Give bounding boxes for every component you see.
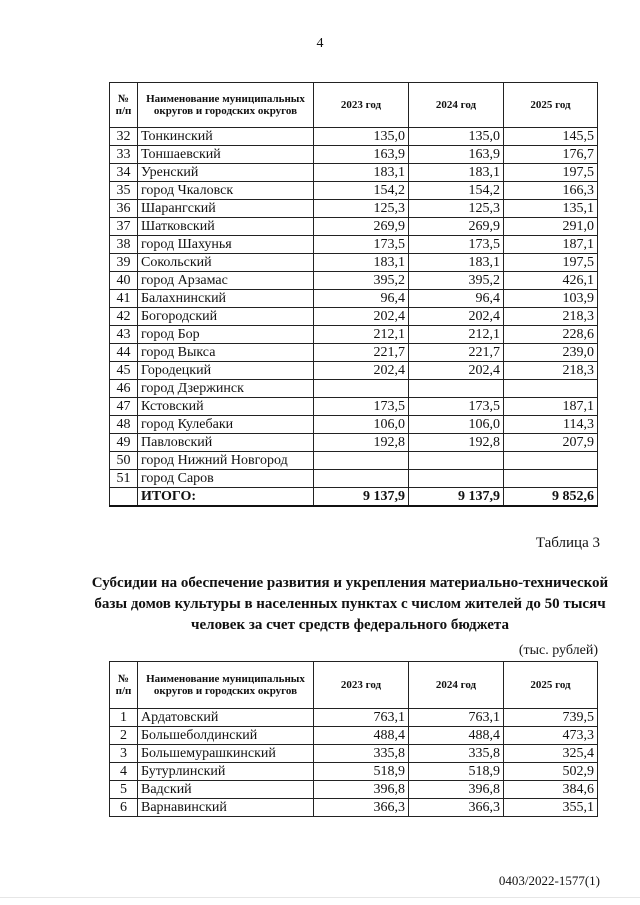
value-2025: 291,0 bbox=[504, 218, 598, 236]
row-num: 5 bbox=[110, 781, 138, 799]
row-name: Вадский bbox=[138, 781, 314, 799]
header-num: № п/п bbox=[110, 662, 138, 709]
total-row bbox=[110, 488, 598, 507]
table-row bbox=[110, 799, 598, 817]
row-name: Павловский bbox=[138, 434, 314, 452]
value-2024: 518,9 bbox=[409, 763, 504, 781]
row-name: город Арзамас bbox=[138, 272, 314, 290]
total-2023: 9 137,9 bbox=[314, 488, 409, 507]
row-name: Ардатовский bbox=[138, 709, 314, 727]
table-row bbox=[110, 200, 598, 218]
header-2025: 2025 год bbox=[504, 83, 598, 128]
row-num: 49 bbox=[110, 434, 138, 452]
value-2024: 163,9 bbox=[409, 146, 504, 164]
total-label: ИТОГО: bbox=[138, 488, 314, 507]
value-2024: 202,4 bbox=[409, 308, 504, 326]
table-row bbox=[110, 308, 598, 326]
subsidy-table-continued bbox=[109, 82, 598, 507]
value-2024: 269,9 bbox=[409, 218, 504, 236]
row-name: город Чкаловск bbox=[138, 182, 314, 200]
table-row bbox=[110, 218, 598, 236]
value-2023: 212,1 bbox=[314, 326, 409, 344]
row-name: Большеболдинский bbox=[138, 727, 314, 745]
row-num: 45 bbox=[110, 362, 138, 380]
value-2023: 125,3 bbox=[314, 200, 409, 218]
row-num: 34 bbox=[110, 164, 138, 182]
header-name: Наименование муниципальных округов и городских округов bbox=[138, 83, 314, 128]
row-num: 43 bbox=[110, 326, 138, 344]
table-row bbox=[110, 470, 598, 488]
row-num: 33 bbox=[110, 146, 138, 164]
table-row bbox=[110, 362, 598, 380]
value-2024 bbox=[409, 452, 504, 470]
row-num: 6 bbox=[110, 799, 138, 817]
value-2023 bbox=[314, 452, 409, 470]
total-num-empty bbox=[110, 488, 138, 507]
total-2025: 9 852,6 bbox=[504, 488, 598, 507]
table-row bbox=[110, 398, 598, 416]
value-2023: 173,5 bbox=[314, 236, 409, 254]
value-2023: 135,0 bbox=[314, 128, 409, 146]
header-2025: 2025 год bbox=[504, 662, 598, 709]
table-row bbox=[110, 709, 598, 727]
value-2024: 183,1 bbox=[409, 254, 504, 272]
value-2025: 207,9 bbox=[504, 434, 598, 452]
row-name: Уренский bbox=[138, 164, 314, 182]
value-2024: 96,4 bbox=[409, 290, 504, 308]
table-row bbox=[110, 380, 598, 398]
row-name: Богородский bbox=[138, 308, 314, 326]
row-num: 36 bbox=[110, 200, 138, 218]
value-2024: 192,8 bbox=[409, 434, 504, 452]
table-3-label: Таблица 3 bbox=[535, 535, 600, 551]
row-num: 47 bbox=[110, 398, 138, 416]
value-2024: 396,8 bbox=[409, 781, 504, 799]
row-num: 35 bbox=[110, 182, 138, 200]
value-2025: 187,1 bbox=[504, 398, 598, 416]
value-2023: 163,9 bbox=[314, 146, 409, 164]
value-2024: 212,1 bbox=[409, 326, 504, 344]
value-2024: 763,1 bbox=[409, 709, 504, 727]
value-2023: 192,8 bbox=[314, 434, 409, 452]
row-name: Тонкинский bbox=[138, 128, 314, 146]
value-2023: 488,4 bbox=[314, 727, 409, 745]
row-name: город Саров bbox=[138, 470, 314, 488]
table-row bbox=[110, 763, 598, 781]
value-2023: 221,7 bbox=[314, 344, 409, 362]
row-num: 37 bbox=[110, 218, 138, 236]
value-2023: 366,3 bbox=[314, 799, 409, 817]
row-num: 4 bbox=[110, 763, 138, 781]
value-2025: 426,1 bbox=[504, 272, 598, 290]
value-2023: 202,4 bbox=[314, 308, 409, 326]
value-2024: 135,0 bbox=[409, 128, 504, 146]
value-2025: 135,1 bbox=[504, 200, 598, 218]
row-num: 51 bbox=[110, 470, 138, 488]
row-num: 42 bbox=[110, 308, 138, 326]
row-name: Городецкий bbox=[138, 362, 314, 380]
row-name: Варнавинский bbox=[138, 799, 314, 817]
row-num: 48 bbox=[110, 416, 138, 434]
row-name: Бутурлинский bbox=[138, 763, 314, 781]
value-2023: 183,1 bbox=[314, 164, 409, 182]
table-row bbox=[110, 416, 598, 434]
table-row bbox=[110, 781, 598, 799]
value-2025: 166,3 bbox=[504, 182, 598, 200]
value-2024: 335,8 bbox=[409, 745, 504, 763]
table-row bbox=[110, 727, 598, 745]
row-name: Сокольский bbox=[138, 254, 314, 272]
row-name: город Шахунья bbox=[138, 236, 314, 254]
row-name: Тоншаевский bbox=[138, 146, 314, 164]
unit-note: (тыс. рублей) bbox=[518, 643, 598, 658]
value-2023: 202,4 bbox=[314, 362, 409, 380]
header-2024: 2024 год bbox=[409, 83, 504, 128]
value-2025: 325,4 bbox=[504, 745, 598, 763]
value-2024: 173,5 bbox=[409, 398, 504, 416]
row-num: 39 bbox=[110, 254, 138, 272]
value-2025: 218,3 bbox=[504, 308, 598, 326]
row-name: Балахнинский bbox=[138, 290, 314, 308]
value-2023 bbox=[314, 380, 409, 398]
header-num: № п/п bbox=[110, 83, 138, 128]
row-name: город Дзержинск bbox=[138, 380, 314, 398]
row-num: 50 bbox=[110, 452, 138, 470]
row-name: Большемурашкинский bbox=[138, 745, 314, 763]
value-2025: 197,5 bbox=[504, 164, 598, 182]
table-row bbox=[110, 182, 598, 200]
value-2023: 154,2 bbox=[314, 182, 409, 200]
value-2024: 183,1 bbox=[409, 164, 504, 182]
value-2023: 106,0 bbox=[314, 416, 409, 434]
value-2024: 125,3 bbox=[409, 200, 504, 218]
value-2023: 518,9 bbox=[314, 763, 409, 781]
row-num: 32 bbox=[110, 128, 138, 146]
value-2025 bbox=[504, 452, 598, 470]
value-2025: 197,5 bbox=[504, 254, 598, 272]
table-row bbox=[110, 344, 598, 362]
value-2024 bbox=[409, 470, 504, 488]
value-2025: 473,3 bbox=[504, 727, 598, 745]
value-2024: 202,4 bbox=[409, 362, 504, 380]
value-2024: 395,2 bbox=[409, 272, 504, 290]
row-name: Шатковский bbox=[138, 218, 314, 236]
row-name: Кстовский bbox=[138, 398, 314, 416]
row-name: город Нижний Новгород bbox=[138, 452, 314, 470]
value-2025: 114,3 bbox=[504, 416, 598, 434]
row-num: 41 bbox=[110, 290, 138, 308]
total-2024: 9 137,9 bbox=[409, 488, 504, 507]
value-2025: 239,0 bbox=[504, 344, 598, 362]
row-num: 46 bbox=[110, 380, 138, 398]
value-2025: 176,7 bbox=[504, 146, 598, 164]
value-2024: 221,7 bbox=[409, 344, 504, 362]
value-2023 bbox=[314, 470, 409, 488]
table-header-row bbox=[110, 662, 598, 709]
header-name: Наименование муниципальных округов и городских округов bbox=[138, 662, 314, 709]
value-2025: 145,5 bbox=[504, 128, 598, 146]
table-row bbox=[110, 326, 598, 344]
row-num: 38 bbox=[110, 236, 138, 254]
header-2024: 2024 год bbox=[409, 662, 504, 709]
value-2025: 218,3 bbox=[504, 362, 598, 380]
scan-edge bbox=[0, 897, 640, 898]
row-name: Шарангский bbox=[138, 200, 314, 218]
page-number: 4 bbox=[316, 36, 324, 51]
header-2023: 2023 год bbox=[314, 83, 409, 128]
table-row bbox=[110, 128, 598, 146]
row-num: 40 bbox=[110, 272, 138, 290]
document-code: 0403/2022-1577(1) bbox=[498, 873, 600, 888]
value-2023: 269,9 bbox=[314, 218, 409, 236]
value-2024: 488,4 bbox=[409, 727, 504, 745]
value-2023: 335,8 bbox=[314, 745, 409, 763]
table-row bbox=[110, 452, 598, 470]
value-2023: 183,1 bbox=[314, 254, 409, 272]
header-2023: 2023 год bbox=[314, 662, 409, 709]
row-num: 1 bbox=[110, 709, 138, 727]
table-row bbox=[110, 290, 598, 308]
value-2024: 366,3 bbox=[409, 799, 504, 817]
value-2025: 103,9 bbox=[504, 290, 598, 308]
value-2025: 739,5 bbox=[504, 709, 598, 727]
value-2024 bbox=[409, 380, 504, 398]
value-2025: 384,6 bbox=[504, 781, 598, 799]
table-header-row bbox=[110, 83, 598, 128]
row-num: 44 bbox=[110, 344, 138, 362]
row-num: 3 bbox=[110, 745, 138, 763]
culture-houses-subsidy-table bbox=[109, 661, 598, 817]
value-2023: 763,1 bbox=[314, 709, 409, 727]
row-name: город Бор bbox=[138, 326, 314, 344]
value-2023: 173,5 bbox=[314, 398, 409, 416]
value-2024: 154,2 bbox=[409, 182, 504, 200]
value-2025: 355,1 bbox=[504, 799, 598, 817]
value-2025 bbox=[504, 470, 598, 488]
value-2023: 396,8 bbox=[314, 781, 409, 799]
table-row bbox=[110, 254, 598, 272]
table-row bbox=[110, 745, 598, 763]
value-2023: 96,4 bbox=[314, 290, 409, 308]
value-2024: 106,0 bbox=[409, 416, 504, 434]
value-2025: 187,1 bbox=[504, 236, 598, 254]
value-2025: 502,9 bbox=[504, 763, 598, 781]
row-name: город Выкса bbox=[138, 344, 314, 362]
table-row bbox=[110, 272, 598, 290]
value-2025 bbox=[504, 380, 598, 398]
value-2025: 228,6 bbox=[504, 326, 598, 344]
table-row bbox=[110, 236, 598, 254]
row-name: город Кулебаки bbox=[138, 416, 314, 434]
table-row bbox=[110, 146, 598, 164]
table-row bbox=[110, 434, 598, 452]
value-2024: 173,5 bbox=[409, 236, 504, 254]
table-row bbox=[110, 164, 598, 182]
row-num: 2 bbox=[110, 727, 138, 745]
value-2023: 395,2 bbox=[314, 272, 409, 290]
table-3-title: Субсидии на обеспечение развития и укрепления материально-технической базы домов культуры в населенных пунктах с числом жителей до 50 тысяч человек за счет средств федерального бюджета bbox=[91, 575, 609, 633]
